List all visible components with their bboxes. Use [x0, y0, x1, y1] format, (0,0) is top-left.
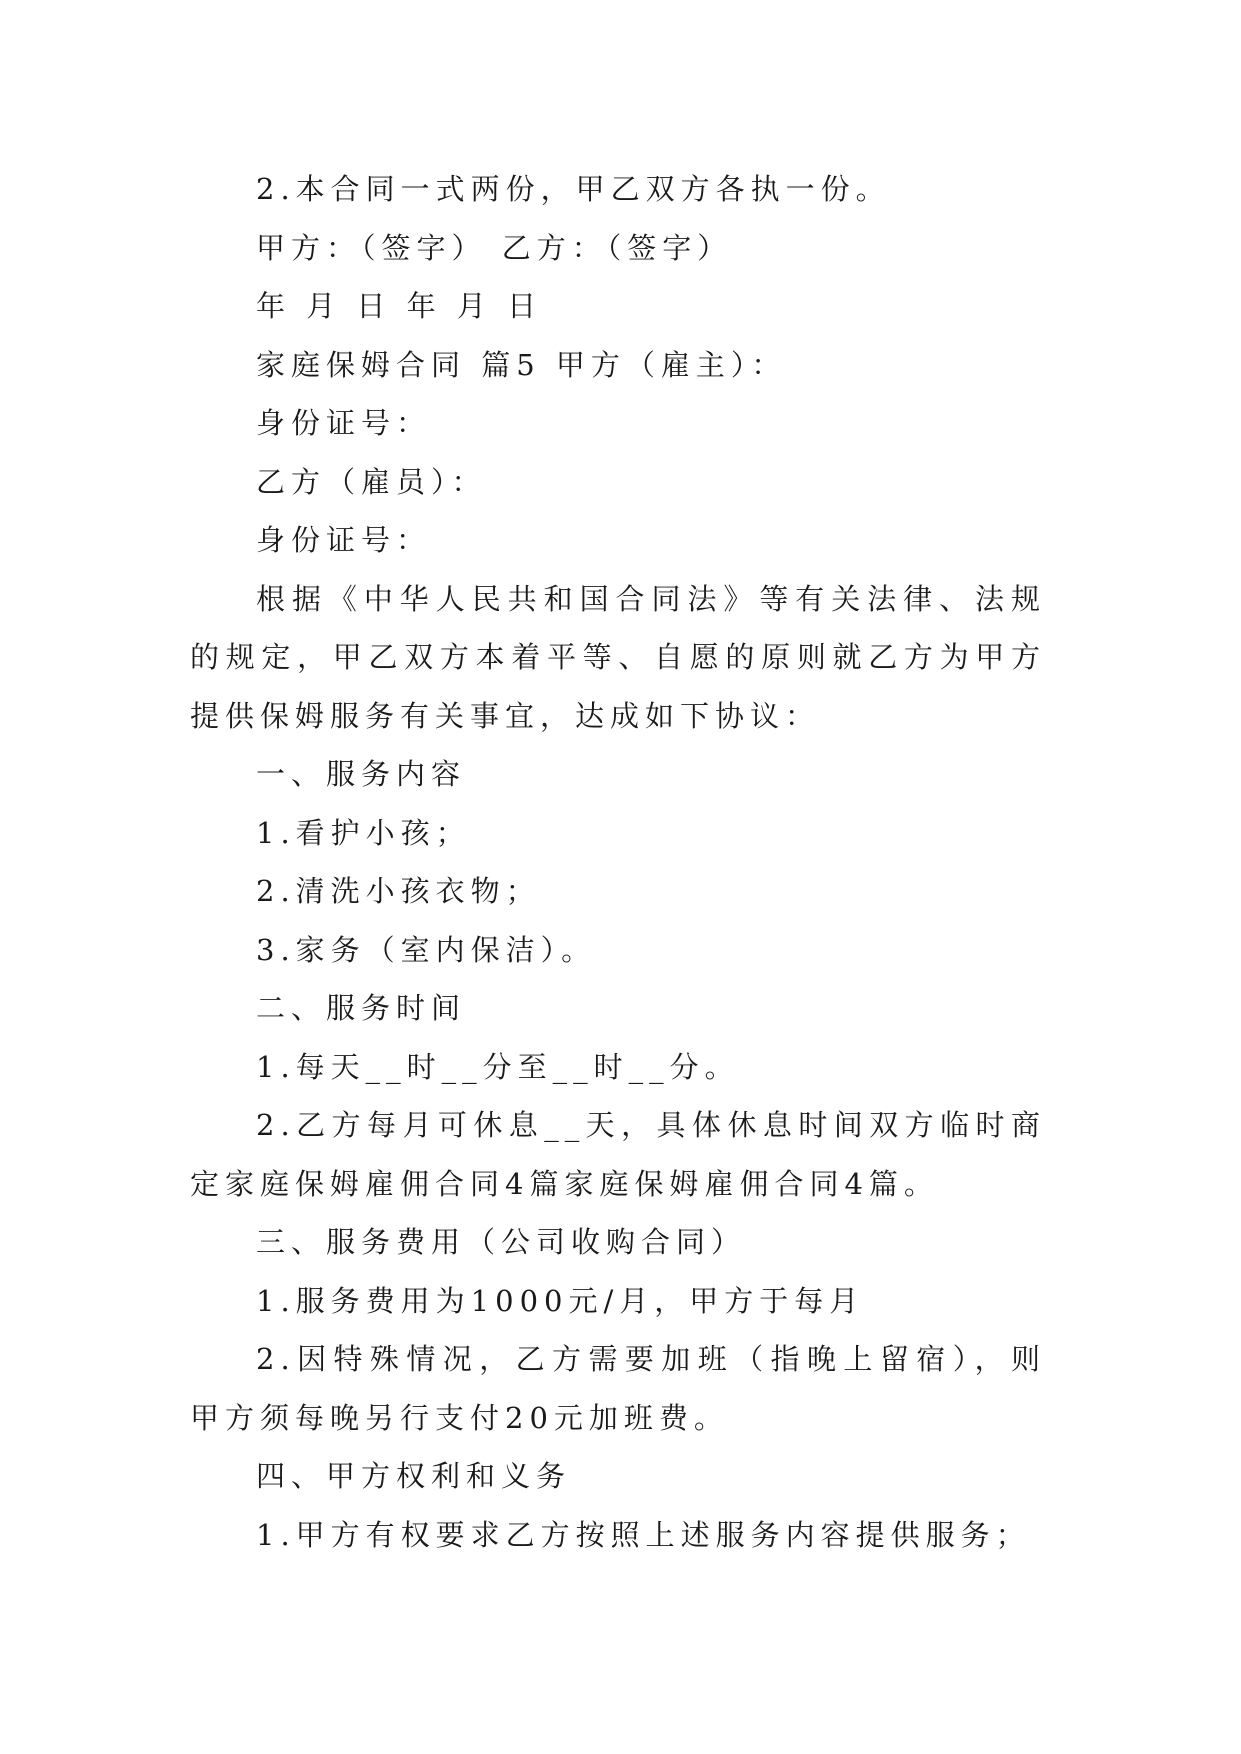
paragraph-fee-item-2: 2.因特殊情况，乙方需要加班（指晚上留宿），则甲方须每晚另行支付20元加班费。	[190, 1342, 1046, 1435]
document-page	[190, 160, 1046, 1564]
paragraph-rights-item-1: 1.甲方有权要求乙方按照上述服务内容提供服务；	[256, 1517, 1031, 1552]
paragraph-party-a-id: 身份证号：	[256, 406, 432, 440]
paragraph-service-item-2: 2.清洗小孩衣物；	[256, 874, 541, 908]
paragraph-fee-item-1: 1.服务费用为1000元/月，甲方于每月	[256, 1283, 865, 1318]
paragraph-preamble: 根据《中华人民共和国合同法》等有关法律、法规的规定，甲乙双方本着平等、自愿的原则就乙方为甲方提供保姆服务有关事宜，达成如下协议：	[190, 581, 1046, 733]
heading-service-time: 二、服务时间	[256, 991, 467, 1025]
paragraph-time-item-2: 2.乙方每月可休息__天，具体休息时间双方临时商定家庭保姆雇佣合同4篇家庭保姆雇佣合同4篇。	[190, 1108, 1046, 1201]
paragraph-service-item-3: 3.家务（室内保洁）。	[256, 932, 597, 967]
heading-party-a-rights: 四、甲方权利和义务	[256, 1459, 572, 1493]
paragraph-party-b-id: 身份证号：	[256, 523, 432, 557]
paragraph-service-item-1: 1.看护小孩；	[256, 815, 471, 850]
paragraph-date-line: 年 月 日 年 月 日	[256, 289, 543, 323]
paragraph-contract-title: 家庭保姆合同 篇5 甲方（雇主）：	[256, 347, 787, 382]
heading-service-fee: 三、服务费用（公司收购合同）	[256, 1225, 747, 1259]
paragraph-signature-line: 甲方：（签字） 乙方：（签字）	[256, 230, 733, 265]
paragraph-party-b: 乙方（雇员）：	[256, 464, 487, 499]
paragraph-time-item-1: 1.每天__时__分至__时__分。	[256, 1049, 740, 1084]
paragraph-copies-clause: 2.本合同一式两份，甲乙双方各执一份。	[256, 172, 891, 206]
heading-service-content: 一、服务内容	[256, 757, 467, 791]
